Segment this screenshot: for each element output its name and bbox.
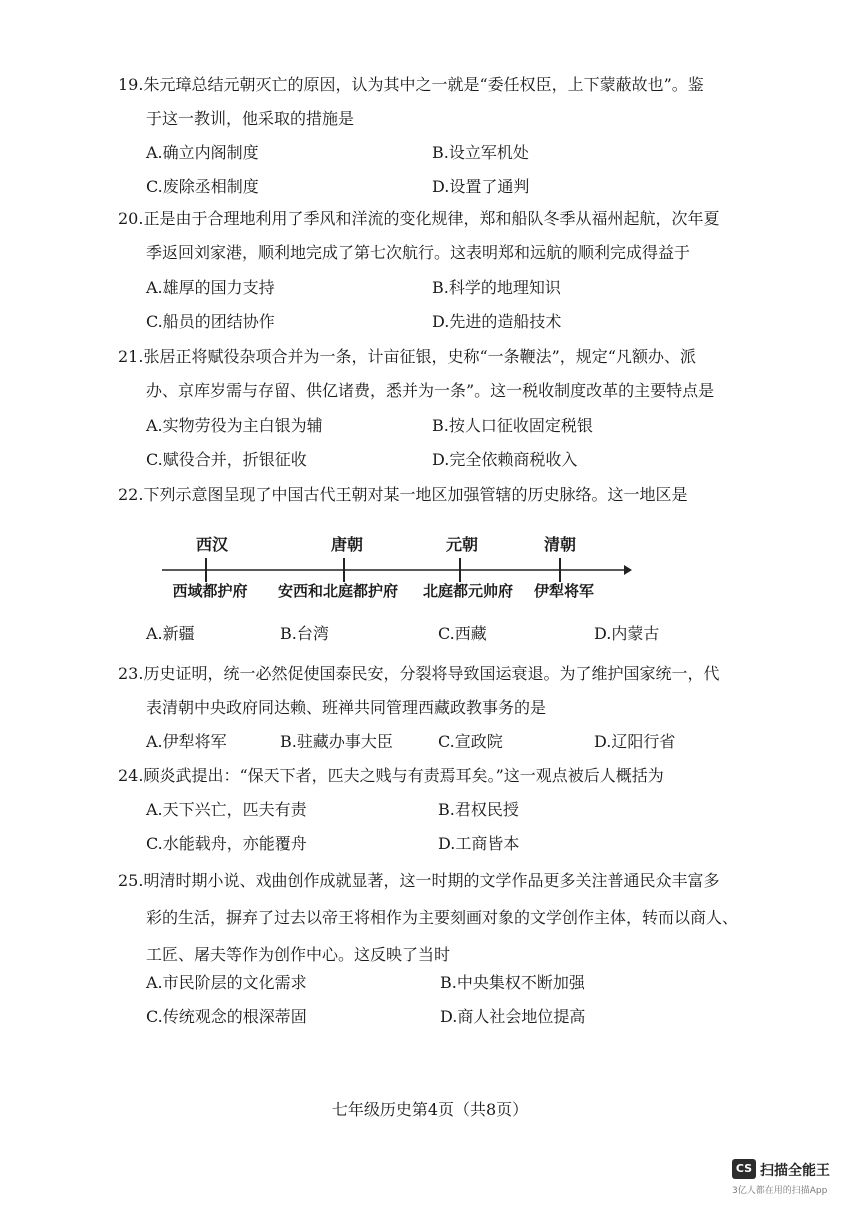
option-c[interactable]: C.宣政院 [438, 732, 503, 751]
question-stem-line: 20.正是由于合理地利用了季风和洋流的变化规律，郑和船队冬季从福州起航，次年夏 [118, 209, 720, 228]
option-b[interactable]: B.台湾 [280, 624, 329, 643]
timeline-dynasty: 清朝 [543, 535, 577, 554]
option-d[interactable]: D.完全依赖商税收入 [432, 450, 578, 469]
question-22 [118, 478, 738, 512]
option-c[interactable]: C.西藏 [438, 624, 487, 643]
timeline-institution: 安西和北庭都护府 [277, 582, 399, 600]
question-stem-line: 24.顾炎武提出：“保天下者，匹夫之贱与有责焉耳矣。”这一观点被后人概括为 [118, 766, 664, 785]
option-a[interactable]: A.市民阶层的文化需求 [146, 973, 307, 992]
option-a[interactable]: A.雄厚的国力支持 [146, 278, 275, 297]
timeline-diagram [150, 530, 640, 612]
option-c[interactable]: C.传统观念的根深蒂固 [146, 1007, 307, 1026]
option-d[interactable]: D.辽阳行省 [594, 732, 676, 751]
question-20 [118, 202, 738, 270]
question-stem-line: 19.朱元璋总结元朝灭亡的原因，认为其中之一就是“委任权臣，上下蒙蔽故也”。鉴 [118, 75, 704, 94]
option-b[interactable]: B.君权民授 [438, 800, 519, 819]
watermark-title: 扫描全能王 [760, 1163, 830, 1179]
option-d[interactable]: D.商人社会地位提高 [440, 1007, 586, 1026]
timeline-dynasty: 西汉 [195, 535, 229, 554]
question-21 [118, 340, 738, 408]
question-23 [118, 657, 738, 725]
option-d[interactable]: D.先进的造船技术 [432, 312, 562, 331]
question-19 [118, 68, 738, 136]
option-d[interactable]: D.设置了通判 [432, 177, 530, 196]
option-b[interactable]: B.按人口征收固定税银 [432, 416, 593, 435]
question-stem-line: 25.明清时期小说、戏曲创作成就显著，这一时期的文学作品更多关注普通民众丰富多 [118, 871, 720, 890]
question-25 [118, 862, 738, 973]
question-stem-line: 季返回刘家港，顺利地完成了第七次航行。这表明郑和远航的顺利完成得益于 [146, 243, 691, 262]
option-d[interactable]: D.工商皆本 [438, 834, 520, 853]
option-a[interactable]: A.新疆 [146, 624, 195, 643]
question-24 [118, 759, 738, 793]
timeline-institution: 北庭都元帅府 [422, 582, 514, 600]
option-c[interactable]: C.赋役合并，折银征收 [146, 450, 307, 469]
option-a[interactable]: A.伊犁将军 [146, 732, 227, 751]
question-stem-line: 21.张居正将赋役杂项合并为一条，计亩征银，史称“一条鞭法”，规定“凡额办、派 [118, 347, 696, 366]
question-stem-line: 表清朝中央政府同达赖、班禅共同管理西藏政教事务的是 [146, 698, 547, 717]
option-c[interactable]: C.船员的团结协作 [146, 312, 275, 331]
page-footer: 七年级历史第4页（共8页） [331, 1100, 529, 1119]
scanner-watermark [732, 1159, 842, 1199]
timeline-institution: 西域都护府 [172, 582, 248, 600]
question-stem-line: 办、京库岁需与存留、供亿诸费，悉并为一条”。这一税收制度改革的主要特点是 [146, 381, 715, 400]
watermark-subtitle: 3亿人都在用的扫描App [732, 1186, 828, 1196]
question-stem-line: 22.下列示意图呈现了中国古代王朝对某一地区加强管辖的历史脉络。这一地区是 [118, 485, 688, 504]
option-c[interactable]: C.废除丞相制度 [146, 177, 259, 196]
question-stem-line: 工匠、屠夫等作为创作中心。这反映了当时 [146, 945, 451, 964]
option-b[interactable]: B.驻藏办事大臣 [280, 732, 393, 751]
option-c[interactable]: C.水能载舟，亦能覆舟 [146, 834, 307, 853]
option-b[interactable]: B.设立军机处 [432, 143, 529, 162]
timeline-institution: 伊犁将军 [533, 582, 595, 600]
question-stem-line: 23.历史证明，统一必然促使国泰民安，分裂将导致国运衰退。为了维护国家统一，代 [118, 664, 720, 683]
option-a[interactable]: A.实物劳役为主白银为辅 [146, 416, 323, 435]
question-stem-line: 于这一教训，他采取的措施是 [146, 109, 355, 128]
timeline-dynasty: 唐朝 [330, 535, 364, 554]
timeline-dynasty: 元朝 [445, 535, 479, 554]
question-stem-line: 彩的生活，摒弃了过去以帝王将相作为主要刻画对象的文学创作主体，转而以商人、 [146, 908, 739, 927]
camscanner-logo-icon: CS [732, 1159, 756, 1179]
option-b[interactable]: B.科学的地理知识 [432, 278, 561, 297]
option-d[interactable]: D.内蒙古 [594, 624, 660, 643]
option-b[interactable]: B.中央集权不断加强 [440, 973, 585, 992]
option-a[interactable]: A.天下兴亡，匹夫有责 [146, 800, 307, 819]
option-a[interactable]: A.确立内阁制度 [146, 143, 259, 162]
